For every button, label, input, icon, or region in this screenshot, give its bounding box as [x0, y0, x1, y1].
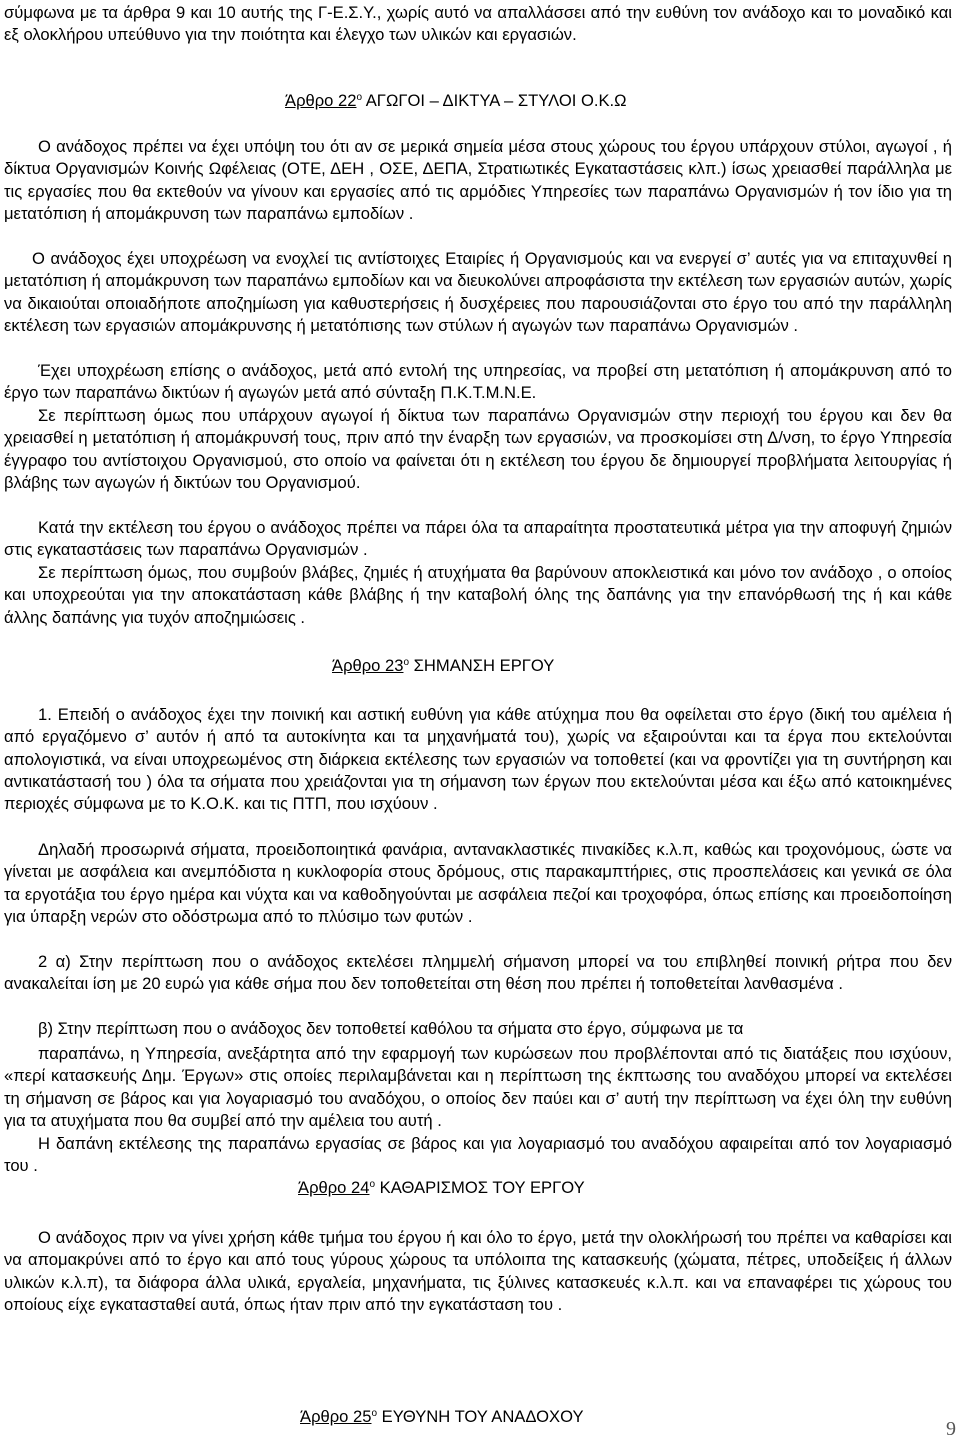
article-22-paragraph-2: Ο ανάδοχος έχει υποχρέωση να ενοχλεί τις αντίστοιχες Εταιρίες ή Οργανισμούς και να ενεργεί σ’ αυτές για να επιταχυνθεί η μετατόπιση ή απομάκρυνση των παραπάνω εμποδίων και να διευκολύνει απροφάσιστα την εκτέλεση των εργασιών αυτών, χωρίς να δικαιούται οποιαδήποτε αποζημίωση για καθυστερήσεις ή δυσχέρειες που παρουσιάζονται στο έργο του από την παράλληλη εκτέλεση των εργασιών απομάκρυνσης ή μετατόπισης των στύλων ή αγωγών των παραπάνω Οργανισμών .	[4, 249, 952, 335]
article-24-heading	[298, 1177, 585, 1199]
article-25-title-sup: ο	[371, 1408, 378, 1419]
article-23-paragraph-2: Δηλαδή προσωρινά σήματα, προειδοποιητικά φανάρια, αντανακλαστικές πινακίδες κ.λ.π, καθώς και τροχονόμους, ώστε να γίνεται με ασφάλεια και ανεμπόδιστα η κυκλοφορία στους δρόμους, στις παρακαμπτήριες, στις προσπελάσεις και γενικά σε όλα τα εργοτάξια του έργο ημέρα και νύχτα και να καθοδηγούνται με ασφάλεια πεζοί και τροχοφόρα, όπως επίσης και προειδοποίηση για ύπαρξη νερών στο οδόστρωμα από το πλύσιμο των φυτών .	[4, 840, 952, 926]
article-25-title-prefix: Άρθρο 25	[300, 1407, 372, 1426]
article-22-paragraph-1: Ο ανάδοχος πρέπει να έχει υπόψη του ότι αν σε μερικά σημεία μέσα στους χώρους του έργου υπάρχουν στύλοι, αγωγοί , ή δίκτυα Οργανισμών Κοινής Ωφέλειας (ΟΤΕ, ΔΕΗ , ΟΣΕ, ΔΕΠΑ, Στρατιωτικές Εγκαταστάσεις κλπ.) ίσως χρειασθεί παράλληλα με τις εργασίες που θα εκτεθούν να γίνουν και εργασίες από τις αρμόδιες Υπηρεσίες των παραπάνω Οργανισμών ή τον ίδιο για τη μετατόπιση ή απομάκρυνση των παραπάνω εμποδίων .	[4, 137, 952, 223]
article-22-paragraph-3: Έχει υποχρέωση επίσης ο ανάδοχος, μετά από εντολή της υπηρεσίας, να προβεί στη μετατόπιση ή απομάκρυνση από το έργο των παραπάνω δικτύων ή αγωγών μετά από σύνταξη Π.Κ.Τ.Μ.Ν.Ε.	[4, 361, 952, 403]
page-number: 9	[946, 1418, 956, 1440]
article-23-paragraph-3: 2 α) Στην περίπτωση που ο ανάδοχος εκτελέσει πλημμελή σήμανση μπορεί να του επιβληθεί ποινική ρήτρα που δεν ανακαλείται ίση με 20 ευρώ για κάθε σήμα που δεν τοποθετείται στη θέση που πρέπει ή τοποθετείται λανθασμένα .	[4, 952, 952, 994]
article-23-title-sup: ο	[403, 657, 410, 668]
article-23-paragraph-4a: β) Στην περίπτωση που ο ανάδοχος δεν τοποθετεί καθόλου τα σήματα στο έργο, σύμφωνα με τα	[38, 1019, 744, 1038]
article-22-title-rest: ΑΓΩΓΟΙ – ΔΙΚΤΥΑ – ΣΤΥΛΟΙ Ο.Κ.Ω	[362, 91, 627, 110]
article-22-title-prefix: Άρθρο 22	[285, 91, 357, 110]
intro-paragraph: σύμφωνα με τα άρθρα 9 και 10 αυτής της Γ-Ε.Σ.Υ., χωρίς αυτό να απαλλάσσει από την ευθύνη τον ανάδοχο και το μοναδικό και εξ ολοκλήρου υπεύθυνο για την ποιότητα και έλεγχο των υλικών και εργασιών.	[4, 3, 952, 45]
article-22-paragraph-5: Κατά την εκτέλεση του έργου ο ανάδοχος πρέπει να πάρει όλα τα απαραίτητα προστατευτικά μέτρα για την αποφυγή ζημιών στις εγκαταστάσεις των παραπάνω Οργανισμών .	[4, 518, 952, 560]
article-25-title-rest: ΕΥΘΥΝΗ ΤΟΥ ΑΝΑΔΟΧΟΥ	[377, 1407, 584, 1426]
article-25-heading	[300, 1406, 584, 1428]
article-22-title-sup: ο	[356, 92, 363, 103]
article-24-title-rest: ΚΑΘΑΡΙΣΜΟΣ ΤΟΥ ΕΡΓΟΥ	[375, 1178, 585, 1197]
article-22-heading	[285, 90, 627, 112]
article-23-paragraph-1: 1. Επειδή ο ανάδοχος έχει την ποινική και αστική ευθύνη για κάθε ατύχημα που θα οφείλεται στο έργο (δική του αμέλεια ή από εργαζόμενο σ’ αυτόν ή από τα αυτοκίνητα και τα μηχανήματά του), χωρίς να εξαιρούνται και τα έργα που εκτελούνται απολογιστικά, να είναι υποχρεωμένος στη διάρκεια εκτέλεσης των εργασιών να τοποθετεί (και να φροντίζει για τη συντήρηση και αντικατάστασή του ) όλα τα σήματα που χρειάζονται για τη σήμανση των έργων που εκτελούνται μέσα και έξω από κατοικημένες περιοχές σύμφωνα με το Κ.Ο.Κ. και τις ΠΤΠ, που ισχύουν .	[4, 705, 952, 814]
article-23-heading	[332, 655, 554, 677]
article-22-paragraph-4: Σε περίπτωση όμως που υπάρχουν αγωγοί ή δίκτυα των παραπάνω Οργανισμών στην περιοχή του έργου και δεν θα χρειασθεί η μετατόπιση ή απομάκρυνσή τους, πριν από την έναρξη των εργασιών, να προσκομίσει στη Δ/νση, το έργο Υπηρεσία έγγραφο του αντίστοιχου Οργανισμού, στο οποίο να φαίνεται ότι η εκτέλεση του έργου δε δημιουργεί προβλήματα λειτουργίας ή βλάβης των αγωγών ή δικτύων του Οργανισμού.	[4, 406, 952, 492]
article-24-title-prefix: Άρθρο 24	[298, 1178, 370, 1197]
article-22-paragraph-6: Σε περίπτωση όμως, που συμβούν βλάβες, ζημιές ή ατυχήματα θα βαρύνουν αποκλειστικά και μόνο τον ανάδοχο , ο οποίος και υποχρεούται για την αποκατάσταση κάθε βλάβης ή την καταβολή όλης της δαπάνης για την επανόρθωσή της ή και κάθε άλλης δαπάνης για τυχόν αποζημιώσεις .	[4, 563, 952, 627]
article-24-title-sup: ο	[369, 1179, 376, 1190]
article-23-paragraph-4b: παραπάνω, η Υπηρεσία, ανεξάρτητα από την εφαρμογή των κυρώσεων που προβλέπονται από τις διατάξεις που ισχύουν, «περί κατασκευής Δημ. Έργων» στις οποίες περιλαμβάνεται και η περίπτωση της έκπτωσης του αναδόχου μπορεί να εκτελέσει τη σήμανση σε βάρος και για λογαριασμό του αναδόχου, ο οποίος δεν παύει και σ’ αυτή την περίπτωση να έχει όλη την ευθύνη για τα ατυχήματα που θα συμβεί από την αμέλεια του αυτή .	[4, 1044, 952, 1130]
article-23-paragraph-5: Η δαπάνη εκτέλεσης της παραπάνω εργασίας σε βάρος και για λογαριασμό του αναδόχου αφαιρείται από τον λογαριασμό του .	[4, 1134, 952, 1176]
article-23-title-prefix: Άρθρο 23	[332, 656, 404, 675]
article-23-title-rest: ΣΗΜΑΝΣΗ ΕΡΓΟΥ	[409, 656, 555, 675]
article-24-paragraph-1: Ο ανάδοχος πριν να γίνει χρήση κάθε τμήμα του έργου ή και όλο το έργο, μετά την ολοκλήρωσή του πρέπει να καθαρίσει και να απομακρύνει από το έργο και από τους γύρους χώρους τα υπόλοιπα της κατασκευής (χώματα, πέτρες, υποδείξεις ή άλλων υλικών κ.λ.π), τα διάφορα άλλα υλικά, εργαλεία, μηχανήματα, τις ξύλινες κατασκευές κ.λ.π. και να επαναφέρει τις χώρους του οποίους είχε εγκατασταθεί αυτά, όπως ήταν πριν από την εγκατάσταση του .	[4, 1228, 952, 1314]
